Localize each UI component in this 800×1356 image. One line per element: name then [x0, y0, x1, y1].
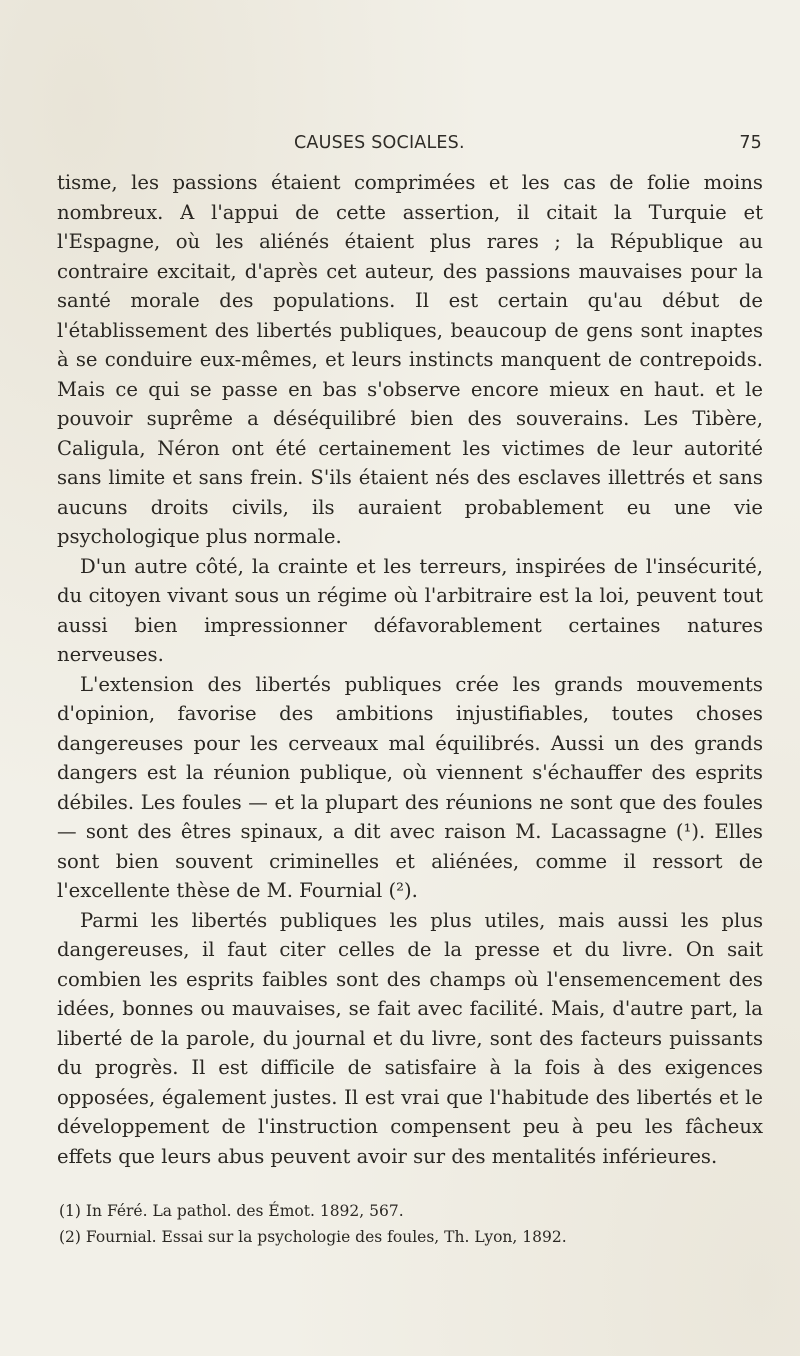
footnotes	[57, 1198, 763, 1250]
paragraph-2: D'un autre côté, la crainte et les terreurs, inspirées de l'insécurité, du citoyen vivant sous un régime où l'arbitraire est la loi, peuvent tout aussi bien impressionner défavorablement certaines natures nerveuses.	[57, 554, 763, 666]
page-number: 75	[739, 133, 762, 153]
footnote-text: Fournial. Essai sur la psychologie des foules, Th. Lyon, 1892.	[85, 1228, 567, 1246]
paragraph-3: L'extension des libertés publiques crée les grands mouvements d'opinion, favorise des ambitions injustifiables, toutes choses dangereuses pour les cerveaux mal équilibrés. Aussi un des grands dangers est la réunion publique, où viennent s'échauffer des esprits débiles. Les foules — et la plupart des réunions ne sont que des foules — sont des êtres spinaux, a dit avec raison M. Lacassagne (¹). Elles sont bien souvent criminelles et aliénées, comme il ressort de l'excellente thèse de M. Fournial (²).	[57, 672, 763, 902]
body-text	[57, 168, 763, 1171]
running-head	[232, 133, 762, 159]
footnote-mark: (1)	[59, 1202, 81, 1220]
footnote-1	[57, 1198, 763, 1224]
footnote-2	[57, 1224, 763, 1250]
paragraph-4: Parmi les libertés publiques les plus utiles, mais aussi les plus dangereuses, il faut citer celles de la presse et du livre. On sait combien les esprits faibles sont des champs où l'ensemencement des idées, bonnes ou mauvaises, se fait avec facilité. Mais, d'autre part, la liberté de la parole, du journal et du livre, sont des facteurs puissants du progrès. Il est difficile de satisfaire à la fois à des exigences opposées, également justes. Il est vrai que l'habitude des libertés et le développement de l'instruction compensent peu à peu les fâcheux effets que leurs abus peuvent avoir sur des mentalités inférieures.	[57, 908, 763, 1168]
chapter-title: CAUSES SOCIALES.	[294, 133, 465, 153]
paragraph-1: tisme, les passions étaient comprimées et les cas de folie moins nombreux. A l'appui de cette assertion, il citait la Turquie et l'Espagne, où les aliénés étaient plus rares ; la République au contraire excitait, d'après cet auteur, des passions mauvaises pour la santé morale des populations. Il est certain qu'au début de l'établissement des libertés publiques, beaucoup de gens sont inaptes à se conduire eux-mêmes, et leurs instincts manquent de contrepoids. Mais ce qui se passe en bas s'observe encore mieux en haut. et le pouvoir suprême a déséquilibré bien des souverains. Les Tibère, Caligula, Néron ont été certainement les victimes de leur autorité sans limite et sans frein. S'ils étaient nés des esclaves illettrés et sans aucuns droits civils, ils auraient probablement eu une vie psychologique plus normale.	[57, 171, 763, 548]
footnote-text: In Féré. La pathol. des Émot. 1892, 567.	[85, 1202, 404, 1220]
footnote-mark: (2)	[59, 1228, 81, 1246]
